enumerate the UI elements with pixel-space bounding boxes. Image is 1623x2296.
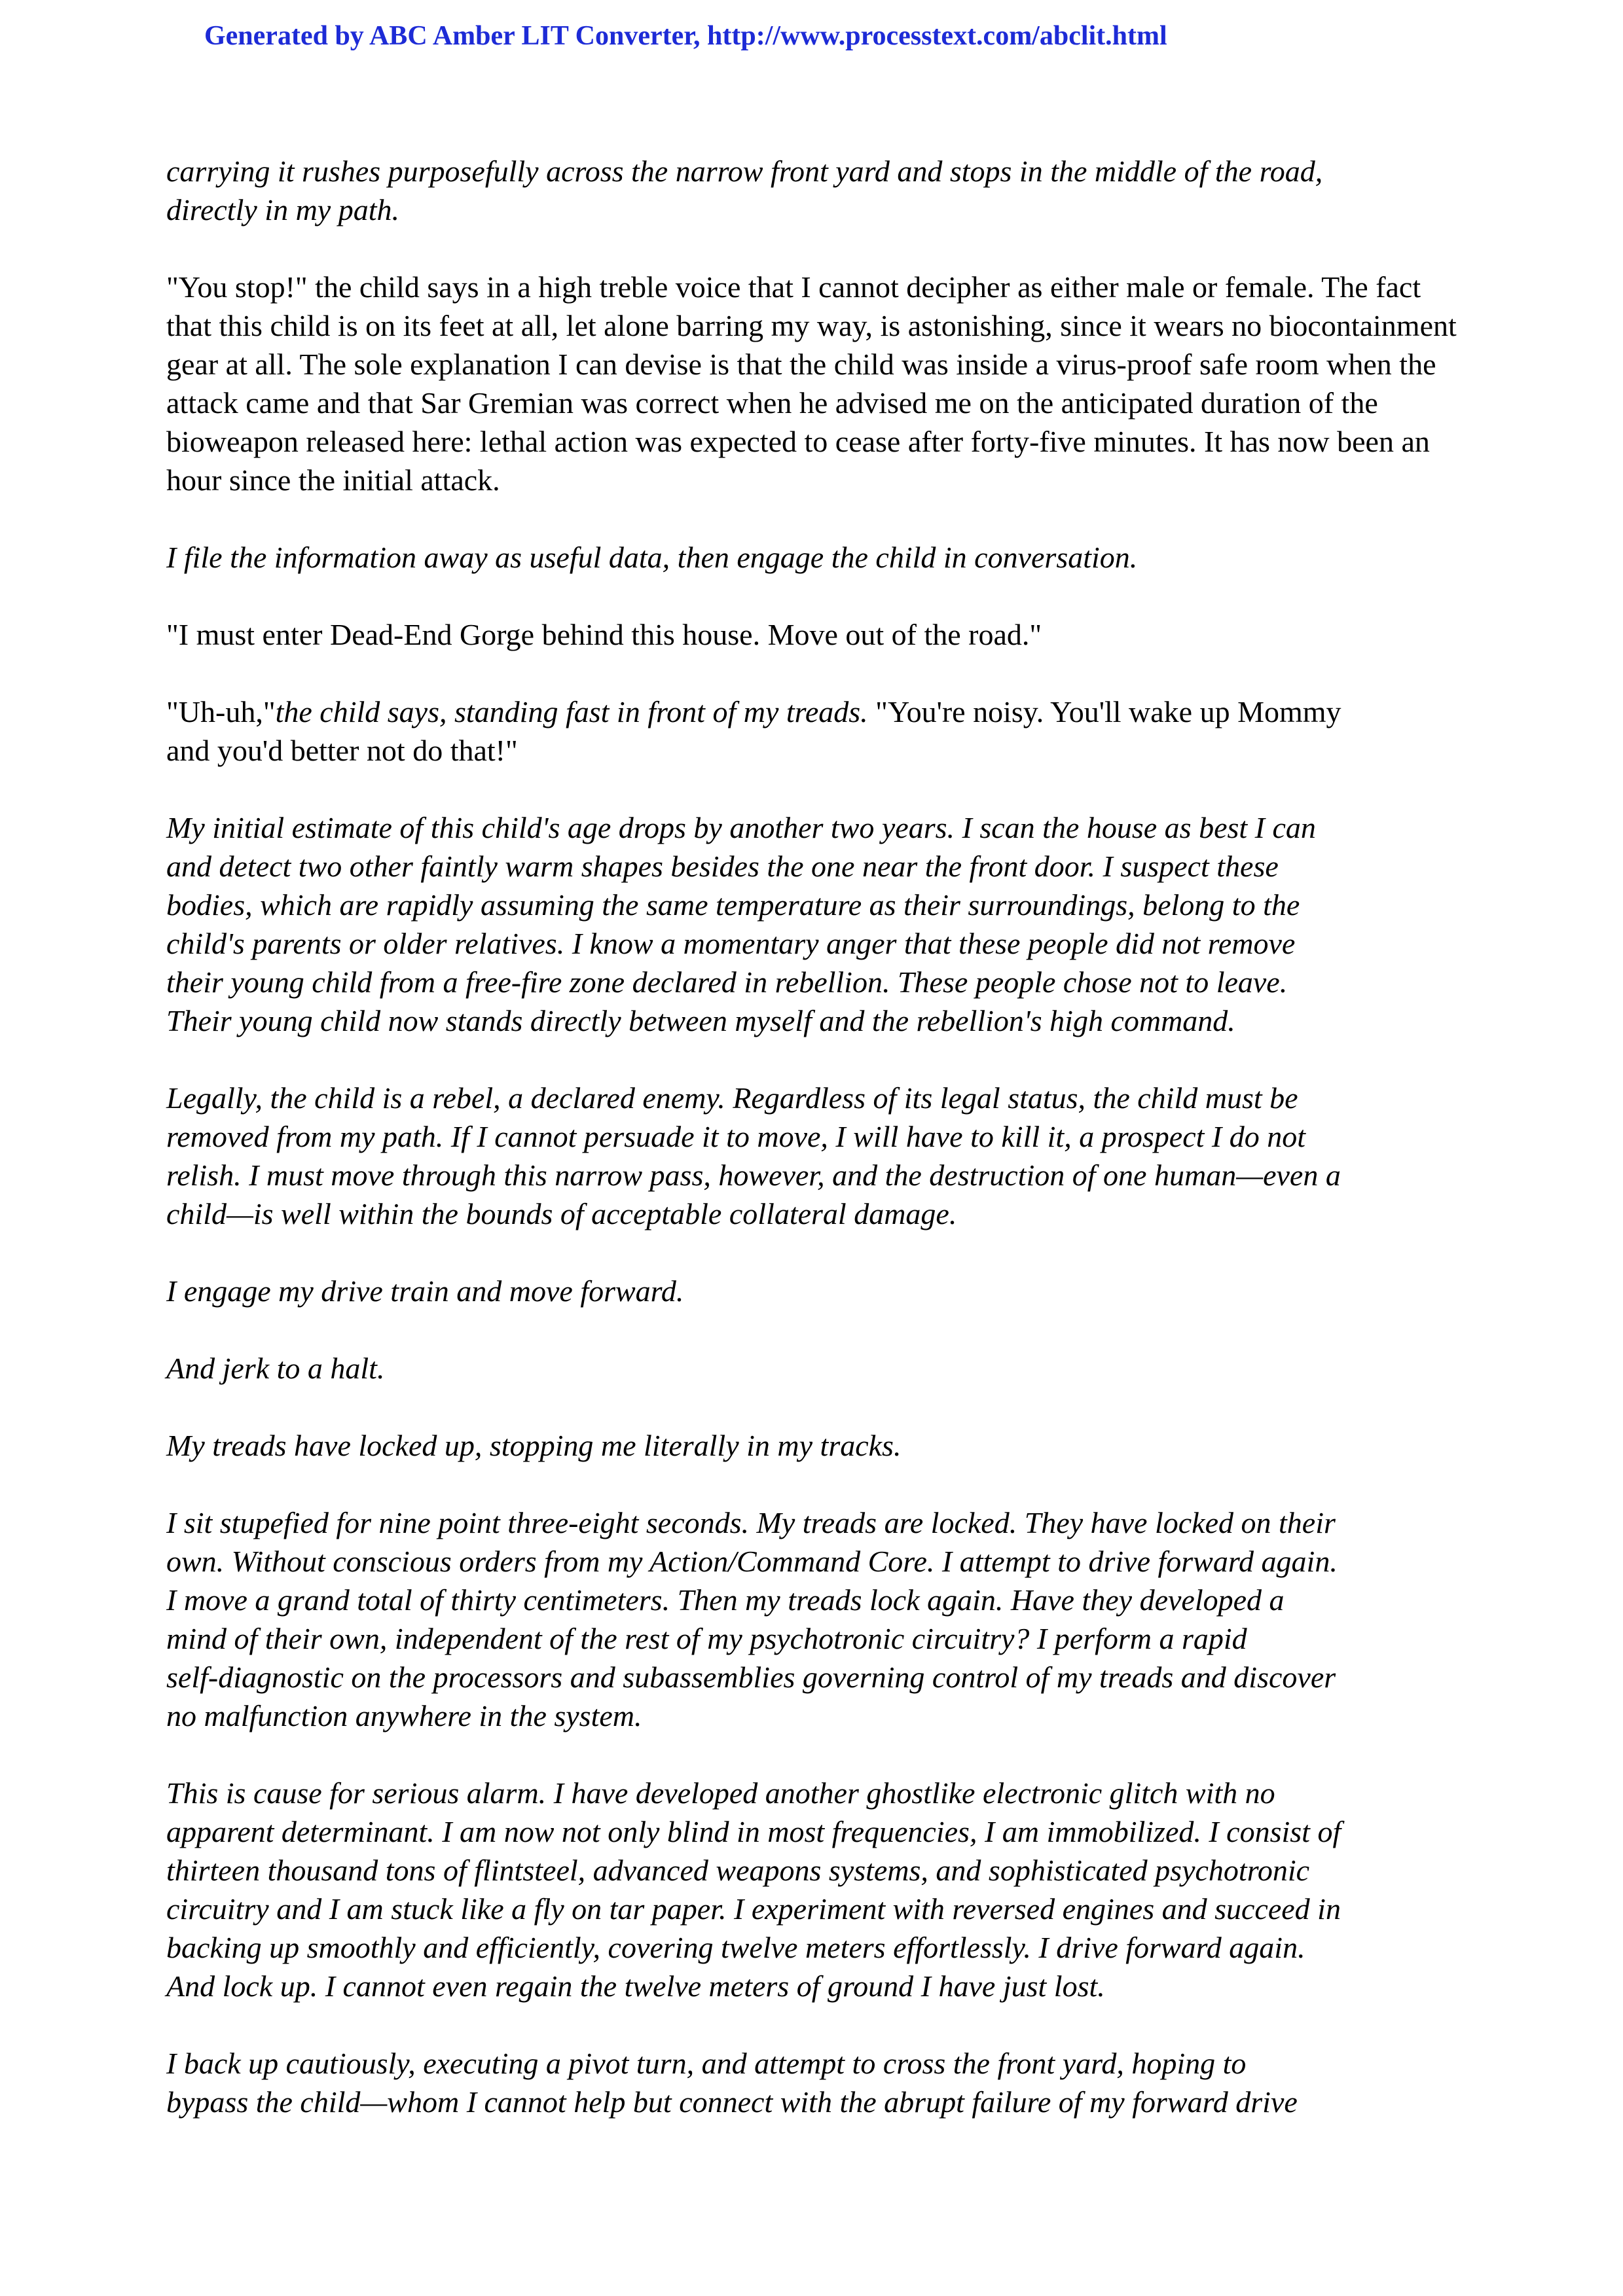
paragraph-13: I back up cautiously, executing a pivot turn, and attempt to cross the front yard, hoping to bypass the child—whom I cannot help but connect with the abrupt failure of my forward drive: [166, 2047, 1298, 2119]
converter-header-link[interactable]: Generated by ABC Amber LIT Converter, http://www.processtext.com/abclit.html: [204, 21, 1167, 51]
paragraph-8: I engage my drive train and move forward.: [166, 1274, 684, 1308]
paragraph-12: This is cause for serious alarm. I have developed another ghostlike electronic glitch with no apparent determinant. I am now not only blind in most frequencies, I am immobilized. I consist of thirteen thousand tons of flintsteel, advanced weapons systems, and sophisticated psychotronic circuitry and I am stuck like a fly on tar paper. I experiment with reversed engines and succeed in backing up smoothly and efficiently, covering twelve meters effortlessly. I drive forward again. And lock up. I cannot even regain the twelve meters of ground I have just lost.: [166, 1776, 1341, 2003]
paragraph-5-narration: the child says, standing fast in front of my treads.: [275, 695, 868, 728]
paragraph-9: And jerk to a halt.: [166, 1352, 385, 1385]
page-body: [166, 152, 1476, 2160]
paragraph-6: My initial estimate of this child's age drops by another two years. I scan the house as best I can and detect two other faintly warm shapes besides the one near the front door. I suspect these bodies, which are rapidly assuming the same temperature as their surroundings, belong to the child's parents or older relatives. I know a momentary anger that these people did not remove their young child from a free-fire zone declared in rebellion. These people chose not to leave. Their young child now stands directly between myself and the rebellion's high command.: [166, 811, 1316, 1037]
paragraph-5: [166, 692, 1476, 770]
paragraph-11: I sit stupefied for nine point three-eight seconds. My treads are locked. They have locked on their own. Without conscious orders from my Action/Command Core. I attempt to drive forward again. I move a grand total of thirty centimeters. Then my treads lock again. Have they developed a mind of their own, independent of the rest of my psychotronic circuitry? I perform a rapid self-diagnostic on the processors and subassemblies governing control of my treads and discover no malfunction anywhere in the system.: [166, 1506, 1338, 1732]
paragraph-5-quote-a: "Uh-uh,": [166, 695, 276, 728]
paragraph-10: My treads have locked up, stopping me literally in my tracks.: [166, 1429, 902, 1462]
paragraph-3: I file the information away as useful data, then engage the child in conversation.: [166, 541, 1138, 574]
paragraph-7: Legally, the child is a rebel, a declared enemy. Regardless of its legal status, the child must be removed from my path. If I cannot persuade it to move, I will have to kill it, a prospect I do not relish. I must move through this narrow pass, however, and the destruction of one human—even a child—is well within the bounds of acceptable collateral damage.: [166, 1081, 1341, 1230]
paragraph-5-quote-b: "You're noisy. You'll wake up Mommy and you'd better not do that!": [166, 695, 1341, 767]
paragraph-1: carrying it rushes purposefully across the narrow front yard and stops in the middle of the road, directly in my path.: [166, 154, 1323, 226]
paragraph-4: "I must enter Dead-End Gorge behind this house. Move out of the road.": [166, 618, 1042, 651]
paragraph-2: "You stop!" the child says in a high treble voice that I cannot decipher as either male or female. The fact that this child is on its feet at all, let alone barring my way, is astonishing, since it wears no biocontainment gear at all. The sole explanation I can devise is that the child was inside a virus-proof safe room when the attack came and that Sar Gremian was correct when he advised me on the anticipated duration of the bioweapon released here: lethal action was expected to cease after forty-five minutes. It has now been an hour since the initial attack.: [166, 270, 1457, 497]
